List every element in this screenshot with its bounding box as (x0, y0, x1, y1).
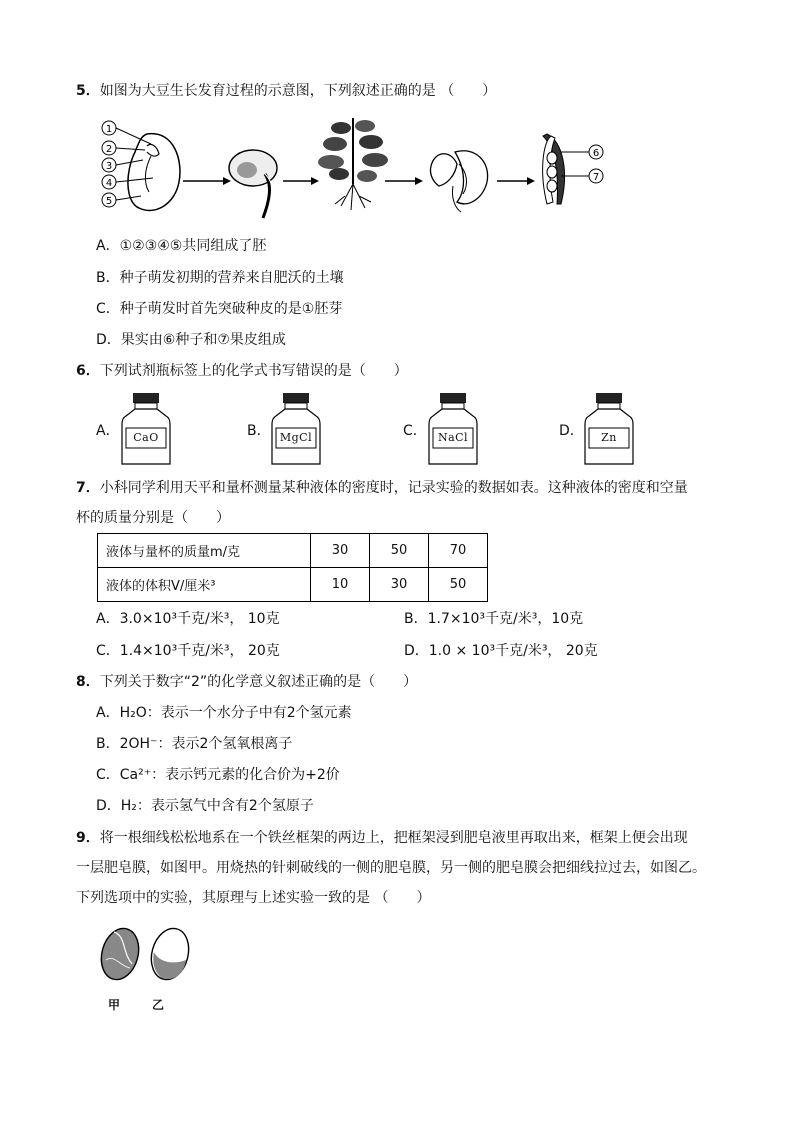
density-data-table (97, 533, 488, 602)
q6-option-b-letter[interactable]: B． (247, 423, 271, 439)
frame-jia (96, 924, 144, 984)
q8-option-b[interactable]: B．2OH⁻：表示2个氢氧根离子 (96, 736, 293, 752)
svg-text:2: 2 (105, 144, 113, 155)
bottle-label-d: Zn (601, 431, 617, 444)
label-1-text: 1 (105, 124, 113, 135)
q5-option-d[interactable]: D．果实由⑥种子和⑦果皮组成 (96, 332, 286, 348)
q8-option-d[interactable]: D．H₂：表示氢气中含有2个氢原子 (96, 798, 314, 814)
bottle-icon (427, 392, 479, 466)
soybean-flower (430, 151, 487, 212)
reagent-bottle-b[interactable] (270, 392, 322, 466)
reagent-bottle-a[interactable] (120, 392, 172, 466)
q5-option-b[interactable]: B．种子萌发初期的营养来自肥沃的土壤 (96, 270, 344, 286)
table-cell: 10 (311, 568, 370, 602)
bottle-label-a: CaO (133, 431, 159, 444)
bottle-label-c: NaCl (437, 431, 469, 444)
table-cell: 30 (311, 534, 370, 568)
table-cell: 50 (429, 568, 488, 602)
q7-option-c[interactable]: C．1.4×10³千克/米³， 20克 (96, 643, 280, 659)
table-cell: 30 (370, 568, 429, 602)
soap-film-figure (96, 924, 196, 994)
soybean-growth-figure (95, 112, 615, 224)
svg-text:3: 3 (105, 161, 113, 172)
bottle-icon (270, 392, 322, 466)
svg-text:6: 6 (592, 148, 600, 159)
svg-text:4: 4 (105, 178, 113, 189)
question-5-stem: 5．如图为大豆生长发育过程的示意图，下列叙述正确的是 （ ） (76, 83, 497, 99)
table-row (98, 534, 488, 568)
seed-diagram (102, 121, 180, 210)
figure-label-yi: 乙 (152, 998, 165, 1012)
soybean-plant (318, 118, 388, 210)
question-9-stem-line1: 9．将一根细线松松地系在一个铁丝框架的两边上，把框架浸到肥皂液里再取出来，框架上便会出现 (76, 830, 688, 846)
table-cell: 液体与量杯的质量m/克 (98, 534, 311, 568)
figure-label-jia: 甲 (108, 998, 121, 1012)
bottle-label-b: MgCl (279, 431, 313, 444)
q7-option-b[interactable]: B．1.7×10³千克/米³，10克 (404, 611, 584, 627)
reagent-bottle-c[interactable] (427, 392, 479, 466)
svg-text:5: 5 (105, 196, 113, 207)
q8-option-a[interactable]: A．H₂O：表示一个水分子中有2个氢元素 (96, 705, 352, 721)
soybean-pod (543, 134, 603, 204)
bottle-icon (120, 392, 172, 466)
question-9-stem-line3: 下列选项中的实验，其原理与上述实验一致的是 （ ） (76, 890, 431, 906)
question-8-stem: 8．下列关于数字“2”的化学意义叙述正确的是（ ） (76, 674, 418, 690)
q6-option-a-letter[interactable]: A． (96, 423, 120, 439)
q7-option-a[interactable]: A．3.0×10³千克/米³， 10克 (96, 611, 280, 627)
question-6-stem: 6．下列试剂瓶标签上的化学式书写错误的是（ ） (76, 363, 408, 379)
q6-option-c-letter[interactable]: C． (403, 423, 427, 439)
svg-text:7: 7 (592, 172, 600, 183)
table-cell: 70 (429, 534, 488, 568)
frame-yi (146, 924, 194, 984)
question-9-stem-line2: 一层肥皂膜，如图甲。用烧热的针刺破线的一侧的肥皂膜，另一侧的肥皂膜会把细线拉过去，如图乙。 (76, 860, 706, 876)
bottle-icon (583, 392, 635, 466)
table-cell: 液体的体积V/厘米³ (98, 568, 311, 602)
question-7-stem-line1: 7．小科同学利用天平和量杯测量某种液体的密度时，记录实验的数据如表。这种液体的密度和空量 (76, 480, 688, 496)
q5-option-c[interactable]: C．种子萌发时首先突破种皮的是①胚芽 (96, 301, 343, 317)
germinating-seed (229, 150, 277, 218)
question-number: 5． (76, 83, 100, 99)
q6-option-d-letter[interactable]: D． (559, 423, 584, 439)
q7-option-d[interactable]: D．1.0 × 10³千克/米³， 20克 (404, 643, 598, 659)
q8-option-c[interactable]: C．Ca²⁺：表示钙元素的化合价为+2价 (96, 767, 340, 783)
q5-option-a[interactable]: A．①②③④⑤共同组成了胚 (96, 238, 267, 254)
table-cell: 50 (370, 534, 429, 568)
reagent-bottle-d[interactable] (583, 392, 635, 466)
table-row (98, 568, 488, 602)
question-7-stem-line2: 杯的质量分别是（ ） (76, 510, 230, 526)
